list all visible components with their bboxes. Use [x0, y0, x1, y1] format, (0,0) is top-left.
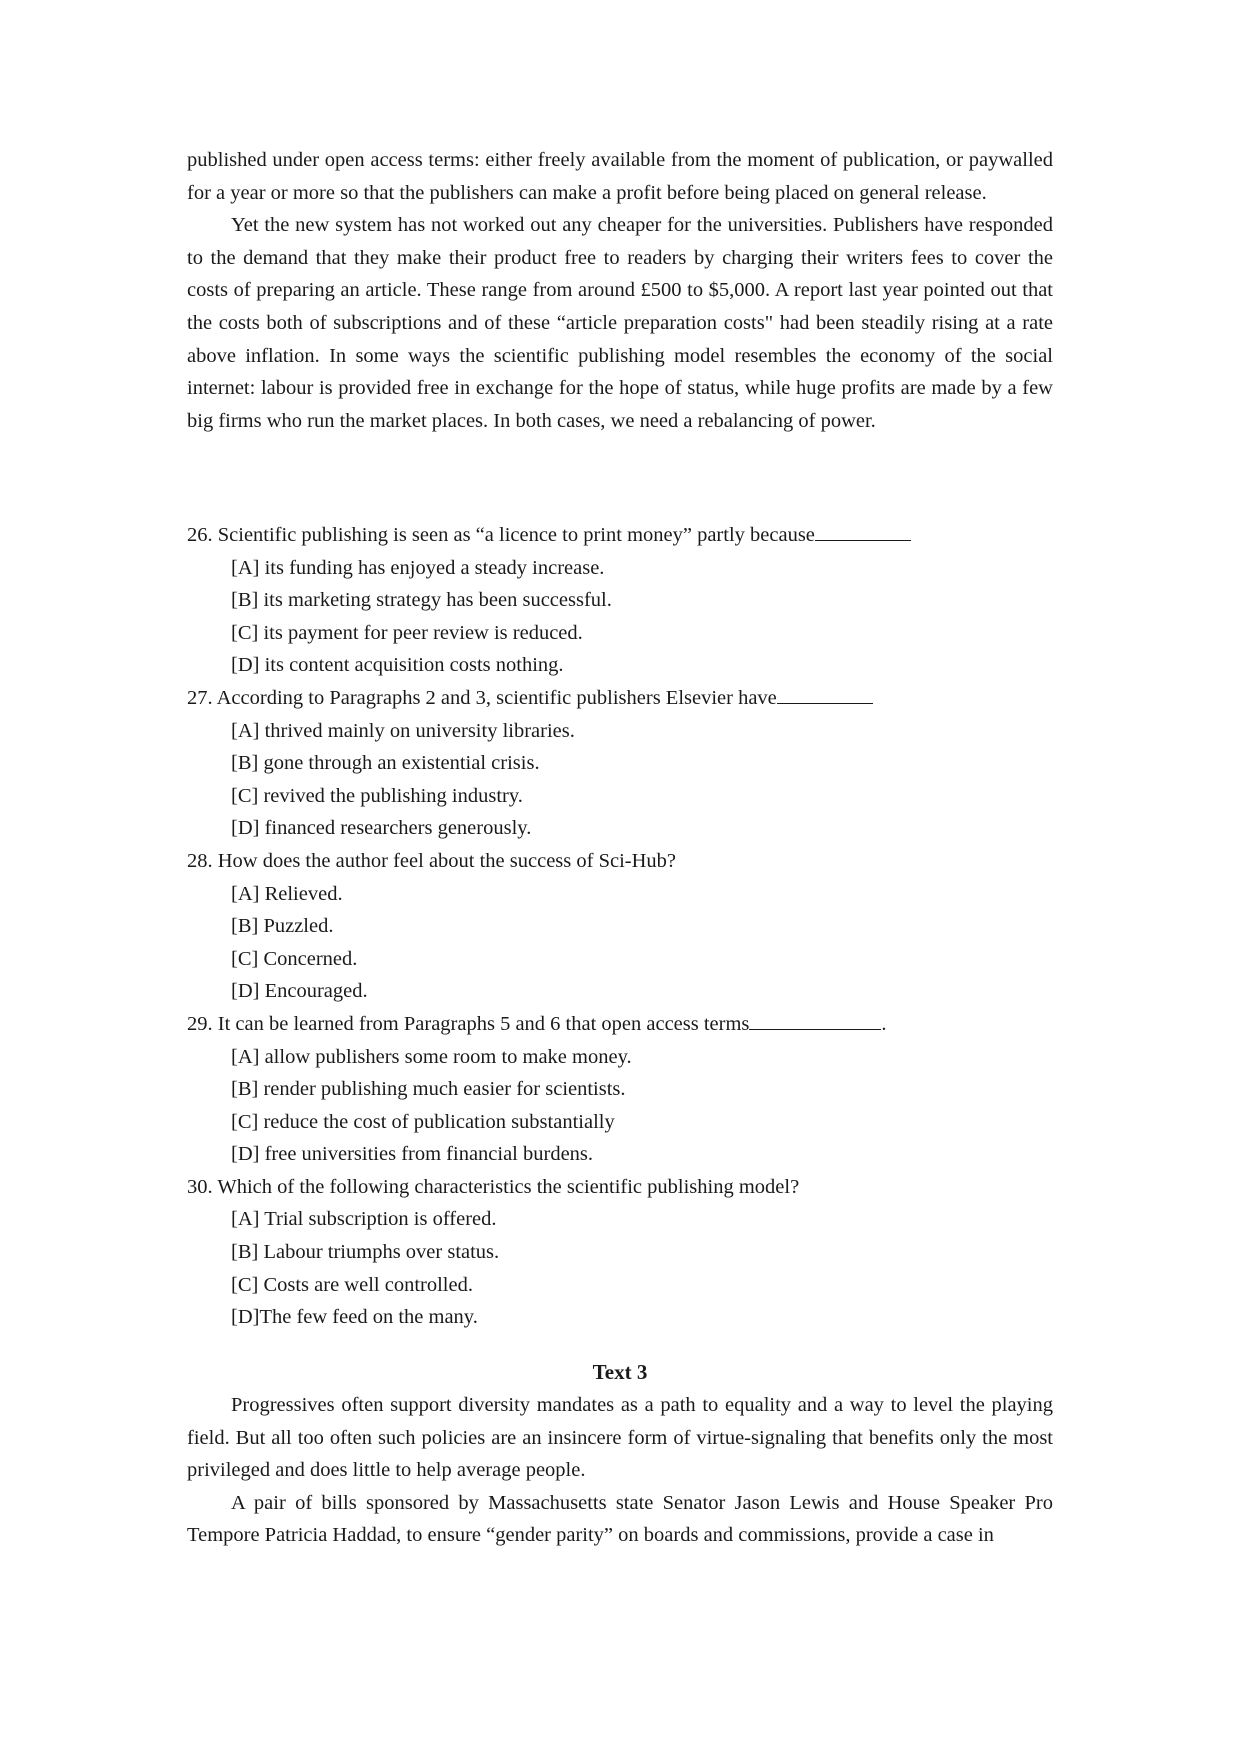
option-c: [C] its payment for peer review is reduced. — [231, 621, 583, 644]
answer-blank — [815, 520, 911, 541]
option-c: [C] revived the publishing industry. — [231, 784, 523, 807]
option-a: [A] Trial subscription is offered. — [231, 1208, 497, 1231]
option-d: [D] financed researchers generously. — [231, 817, 532, 840]
option-b: [B] gone through an existential crisis. — [231, 752, 540, 775]
question-stem — [187, 682, 1053, 715]
question-stem — [187, 1008, 1053, 1041]
question-stem — [187, 519, 1053, 552]
question-stem-text: 29. It can be learned from Paragraphs 5 and 6 that open access terms — [187, 1012, 750, 1035]
passage-paragraph: published under open access terms: either freely available from the moment of publication, or paywalled for a year or more so that the publishers can make a profit before being placed on general release. — [187, 149, 1053, 204]
option-c: [C] Concerned. — [231, 947, 358, 970]
option-a: [A] its funding has enjoyed a steady increase. — [231, 556, 605, 579]
option-d: [D] free universities from financial burdens. — [231, 1143, 594, 1166]
option-b: [B] Puzzled. — [231, 915, 334, 938]
text3-passage — [187, 1389, 1053, 1552]
option-b: [B] its marketing strategy has been successful. — [231, 589, 612, 612]
passage-paragraph: Yet the new system has not worked out any cheaper for the universities. Publishers have responded to the demand that they make their product free to readers by charging their writers fees to cover the costs of preparing an article. These range from around £500 to $5,000. A report last year pointed out that the costs both of subscriptions and of these “article preparation costs" had been steadily rising at a rate above inflation. In some ways the scientific publishing model resembles the economy of the social internet: labour is provided free in exchange for the hope of status, while huge profits are made by a few big firms who run the market places. In both cases, we need a rebalancing of power. — [187, 214, 1053, 432]
option-b: [B] render publishing much easier for scientists. — [231, 1078, 626, 1101]
passage-paragraph: A pair of bills sponsored by Massachusetts state Senator Jason Lewis and House Speaker Pro Tempore Patricia Haddad, to ensure “gender parity” on boards and commissions, provide a case in — [187, 1491, 1053, 1547]
passage-continuation — [187, 144, 1053, 437]
question-stem — [187, 1171, 1053, 1204]
option-c: [C] Costs are well controlled. — [231, 1273, 473, 1296]
option-d: [D]The few feed on the many. — [231, 1306, 478, 1329]
option-a: [A] allow publishers some room to make money. — [231, 1045, 632, 1068]
option-a: [A] thrived mainly on university libraries. — [231, 719, 575, 742]
question-29 — [187, 1008, 1053, 1171]
question-stem-text: 27. According to Paragraphs 2 and 3, scientific publishers Elsevier have — [187, 686, 777, 709]
question-stem-end: . — [881, 1012, 887, 1035]
passage-paragraph: Progressives often support diversity mandates as a path to equality and a way to level the playing field. But all too often such policies are an insincere form of virtue-signaling that benefits only the most privileged and does little to help average people. — [187, 1394, 1053, 1482]
option-b: [B] Labour triumphs over status. — [231, 1241, 500, 1264]
question-stem-text: 30. Which of the following characteristics the scientific publishing model? — [187, 1175, 800, 1198]
question-27 — [187, 682, 1053, 845]
option-a: [A] Relieved. — [231, 882, 343, 905]
question-stem-text: 26. Scientific publishing is seen as “a licence to print money” partly because — [187, 524, 815, 546]
answer-blank — [777, 683, 873, 704]
option-d: [D] its content acquisition costs nothing. — [231, 654, 564, 677]
question-28 — [187, 845, 1053, 1008]
option-c: [C] reduce the cost of publication substantially — [231, 1110, 615, 1133]
question-stem — [187, 845, 1053, 878]
question-list — [187, 519, 1053, 1334]
answer-blank — [749, 1009, 881, 1030]
question-stem-text: 28. How does the author feel about the success of Sci-Hub? — [187, 849, 677, 872]
question-30 — [187, 1171, 1053, 1334]
option-d: [D] Encouraged. — [231, 980, 368, 1003]
section-heading: Text 3 — [592, 1360, 648, 1384]
question-26 — [187, 519, 1053, 682]
